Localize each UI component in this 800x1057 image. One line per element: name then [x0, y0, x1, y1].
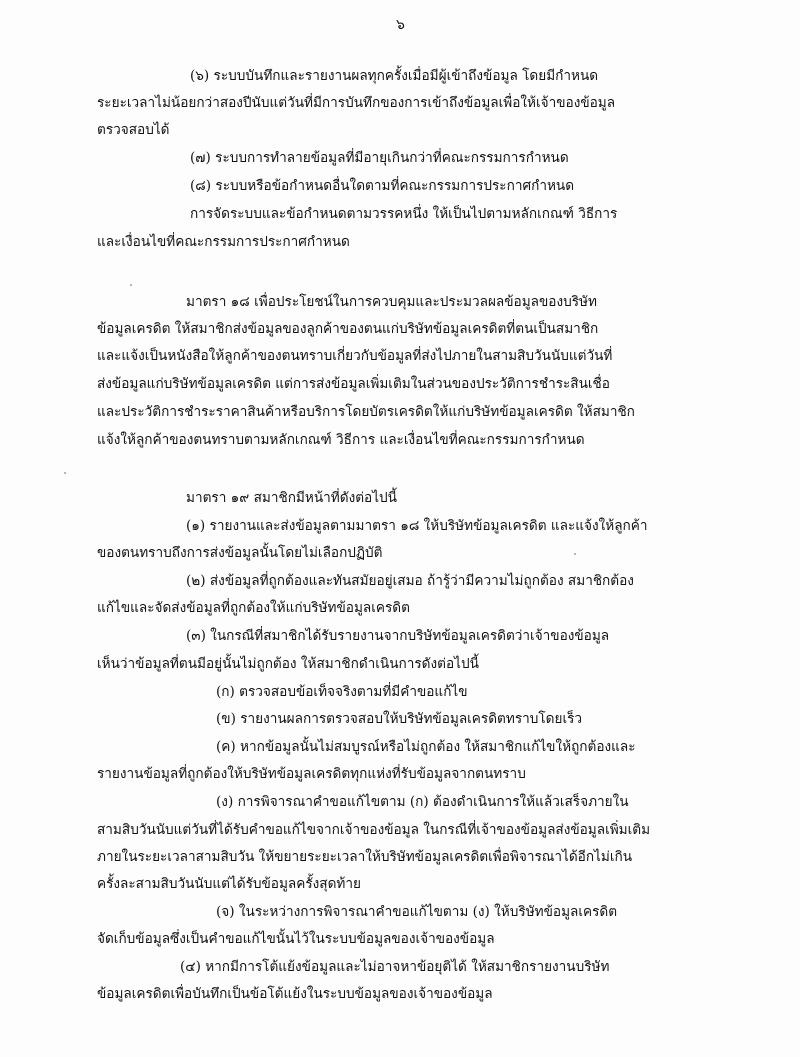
text-line: และแจ้งเป็นหนังสือให้ลูกค้าของตนทราบเกี่ยวกับข้อมูลที่ส่งไปภายในสามสิบวันนับแต่วันที่ [97, 348, 613, 364]
text-line: และเงื่อนไขที่คณะกรรมการประกาศกำหนด [97, 234, 350, 250]
section-heading: มาตรา ๑๙ สมาชิกมีหน้าที่ดังต่อไปนี้ [186, 490, 397, 506]
text-line: (๘) ระบบหรือข้อกำหนดอื่นใดตามที่คณะกรรมการประกาศกำหนด [190, 178, 575, 194]
text-line: ตรวจสอบได้ [97, 122, 170, 138]
text-line: (๑) รายงานและส่งข้อมูลตามมาตรา ๑๘ ให้บริษัทข้อมูลเครดิต และแจ้งให้ลูกค้า [186, 518, 648, 534]
text-line: สามสิบวันนับแต่วันที่ได้รับคำขอแก้ไขจากเจ้าของข้อมูล ในกรณีที่เจ้าของข้อมูลส่งข้อมูลเพิ่มเติม [97, 822, 651, 838]
scan-speck [64, 472, 66, 474]
page-number: ๖ [396, 17, 405, 33]
text-line: รายงานข้อมูลที่ถูกต้องให้บริษัทข้อมูลเครดิตทุกแห่งที่รับข้อมูลจากตนทราบ [97, 766, 526, 782]
text-line: (ค) หากข้อมูลนั้นไม่สมบูรณ์หรือไม่ถูกต้อง ให้สมาชิกแก้ไขให้ถูกต้องและ [216, 739, 636, 755]
text-line: ครั้งละสามสิบวันนับแต่ได้รับข้อมูลครั้งสุดท้าย [97, 876, 361, 892]
text-line: ของตนทราบถึงการส่งข้อมูลนั้นโดยไม่เลือกปฏิบัติ [97, 545, 383, 561]
scan-speck [130, 284, 132, 286]
text-line: ภายในระยะเวลาสามสิบวัน ให้ขยายระยะเวลาให้บริษัทข้อมูลเครดิตเพื่อพิจารณาได้อีกไม่เกิน [97, 849, 633, 865]
section-heading: มาตรา ๑๘ เพื่อประโยชน์ในการควบคุมและประมวลผลข้อมูลของบริษัท [186, 294, 597, 310]
text-line: ข้อมูลเครดิต ให้สมาชิกส่งข้อมูลของลูกค้าของตนแก่บริษัทข้อมูลเครดิตที่ตนเป็นสมาชิก [97, 321, 599, 337]
text-line: (๔) หากมีการโต้แย้งข้อมูลและไม่อาจหาข้อยุติได้ ให้สมาชิกรายงานบริษัท [180, 959, 610, 975]
text-line: (ข) รายงานผลการตรวจสอบให้บริษัทข้อมูลเครดิตทราบโดยเร็ว [216, 711, 583, 727]
text-line: ระยะเวลาไม่น้อยกว่าสองปีนับแต่วันที่มีการบันทึกของการเข้าถึงข้อมูลเพื่อให้เจ้าของข้อมูล [97, 95, 616, 111]
text-line: และประวัติการชำระราคาสินค้าหรือบริการโดยบัตรเครดิตให้แก่บริษัทข้อมูลเครดิต ให้สมาชิก [97, 404, 635, 420]
scan-speck [574, 553, 576, 555]
text-line: (จ) ในระหว่างการพิจารณาคำขอแก้ไขตาม (ง) ให้บริษัทข้อมูลเครดิต [216, 904, 618, 920]
text-line: แก้ไขและจัดส่งข้อมูลที่ถูกต้องให้แก่บริษัทข้อมูลเครดิต [97, 600, 410, 616]
text-line: ส่งข้อมูลแก่บริษัทข้อมูลเครดิต แต่การส่งข้อมูลเพิ่มเติมในส่วนของประวัติการชำระสินเชื่อ [97, 376, 610, 392]
text-line: (๒) ส่งข้อมูลที่ถูกต้องและทันสมัยอยู่เสมอ ถ้ารู้ว่ามีความไม่ถูกต้อง สมาชิกต้อง [186, 573, 634, 589]
text-line: ข้อมูลเครดิตเพื่อบันทึกเป็นข้อโต้แย้งในระบบข้อมูลของเจ้าของข้อมูล [97, 986, 493, 1002]
text-line: เห็นว่าข้อมูลที่ตนมีอยู่นั้นไม่ถูกต้อง ให้สมาชิกดำเนินการดังต่อไปนี้ [97, 656, 479, 672]
text-line: (๖) ระบบบันทึกและรายงานผลทุกครั้งเมื่อมีผู้เข้าถึงข้อมูล โดยมีกำหนด [190, 68, 599, 84]
text-line: (๓) ในกรณีที่สมาชิกได้รับรายงานจากบริษัทข้อมูลเครดิตว่าเจ้าของข้อมูล [186, 628, 610, 644]
text-line: จัดเก็บข้อมูลซึ่งเป็นคำขอแก้ไขนั้นไว้ในระบบข้อมูลของเจ้าของข้อมูล [97, 931, 495, 947]
text-line: แจ้งให้ลูกค้าของตนทราบตามหลักเกณฑ์ วิธีการ และเงื่อนไขที่คณะกรรมการกำหนด [97, 432, 585, 448]
text-line: (ก) ตรวจสอบข้อเท็จจริงตามที่มีคำขอแก้ไข [216, 684, 468, 700]
text-line: (๗) ระบบการทำลายข้อมูลที่มีอายุเกินกว่าที่คณะกรรมการกำหนด [190, 150, 569, 166]
text-line: การจัดระบบและข้อกำหนดตามวรรคหนึ่ง ให้เป็นไปตามหลักเกณฑ์ วิธีการ [190, 206, 618, 222]
text-line: (ง) การพิจารณาคำขอแก้ไขตาม (ก) ต้องดำเนินการให้แล้วเสร็จภายใน [216, 794, 629, 810]
